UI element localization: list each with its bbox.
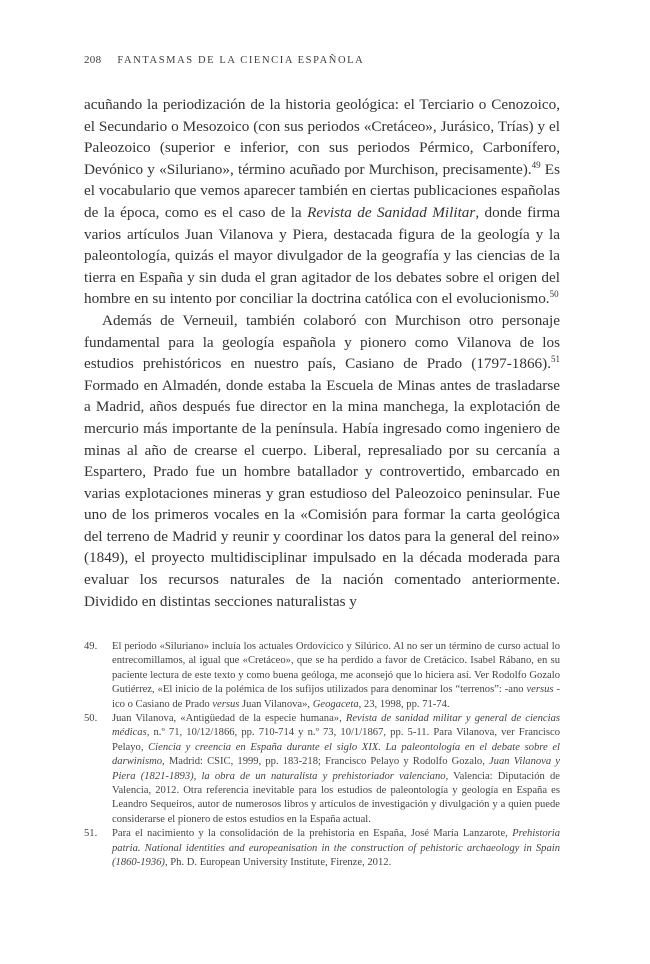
footnote-segment: Juan Vilanova, «Antigüedad de la especie humana», <box>112 713 346 725</box>
page-number: 208 <box>84 54 102 66</box>
footnote-ref-51[interactable]: 51 <box>551 354 560 365</box>
paragraph-2 <box>84 310 560 612</box>
footnote-italic: Ciencia y creencia en España durante el siglo XIX. La paleontología en el debate sobre el darwinismo <box>112 741 560 768</box>
running-title: FANTASMAS DE LA CIENCIA ESPAÑOLA <box>117 55 365 66</box>
footnote-51 <box>84 827 560 870</box>
footnote-segment: , 23, 1998, pp. 71-74. <box>358 698 450 710</box>
footnote-segment: Para el nacimiento y la consolidación de la prehistoria en España, José María Lanzarote, <box>112 828 513 840</box>
footnote-49 <box>84 640 560 712</box>
footnote-text <box>112 712 560 827</box>
footnote-number: 50. <box>84 713 98 725</box>
footnote-segment: El periodo «Siluriano» incluía los actuales Ordovícico y Silúrico. Al no ser un término de curso actual lo entrecomillamos, al igual que «Cretáceo», que se ha perdido a favor de Cretácico. Isabel Rábano, en su paciente lectura de este texto y como buena geóloga, me aconsejó que lo hiciera así. Ver Rodolfo Gozalo Gutiérrez, «El inicio de la polémica de los sufijos utilizados para denominar los “terrenos”: -ano <box>112 641 560 696</box>
paragraph-1-text-a: acuñando la periodización de la historia geológica: el Terciario o Cenozoico, el Secundario o Mesozoico (con sus periodos «Cretáceo», Jurásico, Trías) y el Paleozoico (superior e inferior, con sus periodos Pérmico, Carbonífero, Devónico y «Siluriano», término acuñado por Murchison, precisamente). <box>84 96 560 178</box>
footnote-text <box>112 640 560 712</box>
journal-title: Revista de Sanidad Militar <box>307 203 476 221</box>
footnote-segment: -ico o Casiano de Prado <box>112 684 560 710</box>
paragraph-1 <box>84 94 560 310</box>
footnote-text <box>112 827 560 870</box>
footnote-italic: Prehistoria patria. National identities and europeanisation in the construction of pehistoric archaeology in Spain (1860-1936) <box>112 828 560 869</box>
footnotes <box>84 640 560 871</box>
footnote-ref-49[interactable]: 49 <box>531 159 541 170</box>
footnote-italic: Geogaceta <box>312 698 359 710</box>
paragraph-1-text-c: , donde firma varios artículos Juan Vilanova y Piera, destacada figura de la geología y la paleontología, quizás el mayor divulgador de la geografía y las ciencias de la tierra en España y sin duda el gran agitador de los debates sobre el origen del hombre en su intento por conciliar la doctrina católica con el evolucionismo. <box>84 203 560 308</box>
paragraph-2-text-a: Además de Verneuil, también colaboró con Murchison otro personaje fundamental para la geología española y pionero como Vilanova de los estudios prehistóricos en nuestro país, Casiano de Prado (1797-1866). <box>84 311 560 373</box>
footnote-number: 49. <box>84 641 98 652</box>
footnote-italic: versus <box>212 698 240 710</box>
running-header <box>84 54 560 70</box>
footnote-italic: Juan Vilanova y Piera (1821-1893), la obra de un naturalista y prehistoriador valenciano <box>112 756 560 782</box>
footnote-number: 51. <box>84 828 98 840</box>
footnote-italic: versus <box>526 684 554 696</box>
footnote-segment: , Ph. D. European University Institute, Firenze, 2012. <box>164 857 392 869</box>
page <box>84 54 560 612</box>
main-text <box>84 94 560 612</box>
footnote-50 <box>84 712 560 827</box>
footnote-segment: , Valencia: Diputación de Valencia, 2012. Otra referencia inevitable para los estudios de paleontología y geología en España es Leandro Sequeiros, autor de numerosos libros y artículos de investigación y divulgación y a quien puede considerarse el pionero de estos estudios en la España actual. <box>112 770 560 825</box>
footnote-segment: Juan Vilanova», <box>239 698 313 710</box>
paragraph-2-text-b: Formado en Almadén, donde estaba la Escuela de Minas antes de trasladarse a Madrid, años después fue director en la mina manchega, la explotación de mercurio más importante de la península. Había ingresado como ingeniero de minas al año de crearse el cuerpo. Liberal, represaliado por su cercanía a Espartero, Prado fue un hombre batallador y controvertido, embarcado en varias explotaciones mineras y gran estudioso del Paleozoico peninsular. Fue uno de los primeros vocales en la «Comisión para formar la carta geológica del terreno de Madrid y reunir y coordinar los datos para la general del reino» (1849), el proyecto multidisciplinar impulsado en la década moderada para evaluar los recursos naturales de la nación comentado anteriormente. Dividido en distintas secciones naturalistas y <box>84 376 560 610</box>
footnote-ref-50[interactable]: 50 <box>549 289 559 300</box>
footnote-segment: , Madrid: CSIC, 1999, pp. 183-218; Francisco Pelayo y Rodolfo Gozalo, <box>162 756 489 768</box>
footnote-italic: Revista de sanidad militar y general de ciencias médicas <box>112 713 560 739</box>
paragraph-1-text-b: Es el vocabulario que vemos aparecer también en ciertas publicaciones españolas de la época, como es el caso de la <box>84 160 560 221</box>
footnote-segment: , n.º 71, 10/12/1866, pp. 710-714 y n.º 73, 10/1/1867, pp. 5-11. Para Vilanova, ver Francisco Pelayo, <box>112 727 560 753</box>
